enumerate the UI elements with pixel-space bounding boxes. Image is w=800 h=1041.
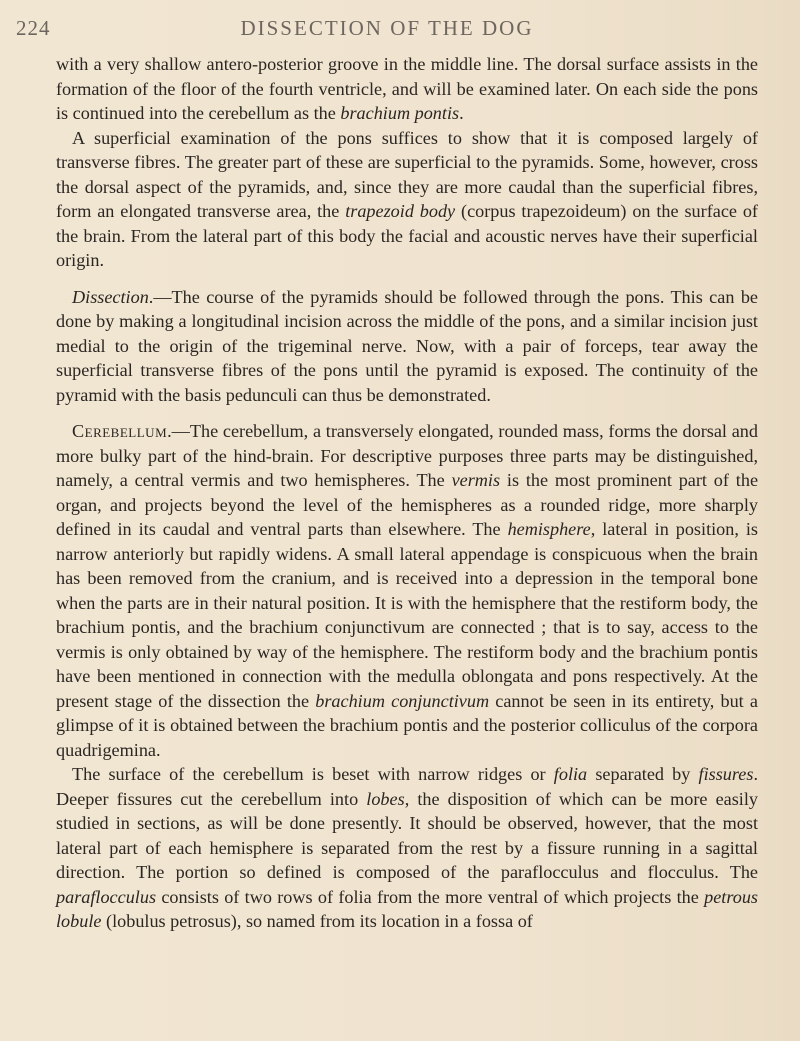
section-heading-cerebellum: Cerebellum xyxy=(72,421,168,441)
term-hemisphere: hemisphere xyxy=(507,519,591,539)
paragraph-pons-groove: with a very shallow antero-posterior groove in the middle line. The dorsal surface assists in the formation of the floor of the fourth ventricle, and will be examined later. On each side the pons is continued into the cerebellum as the brachium pontis. xyxy=(56,54,758,123)
term-brachium-pontis: brachium pontis xyxy=(340,103,460,123)
paragraph-dissection: Dissection.—The course of the pyramids should be followed through the pons. This can be done by making a longitudinal incision across the middle of the pons, and a similar incision just medial to the origin of the trigeminal nerve. Now, with a pair of forceps, tear away the superficial transverse fibres of the pons until the pyramid is exposed. The continuity of the pyramid with the basis pedunculi can thus be demonstrated. xyxy=(56,286,758,405)
term-vermis: vermis xyxy=(451,470,501,490)
term-lobes: lobes xyxy=(366,788,405,809)
paragraph-cerebellum: Cerebellum.—The cerebellum, a transversely elongated, rounded mass, forms the dorsal and more bulky part of the hind-brain. For descriptive purposes three parts may be distinguished, namely, a central vermis and two hemispheres. The vermis is the most prominent part of the organ, and projects beyond the level of the hemispheres as a rounded ridge, more sharply defined in its caudal and ventral parts than elsewhere. The hemisphere, lateral in position, is narrow anteriorly but rapidly widens. A small lateral appendage is conspicuous when the brain has been removed from the cranium, and is received into a depression in the temporal bone when the parts are in their natural position. It is with the hemisphere that the restiform body, the brachium pontis, and the brachium conjunctivum are connected ; that is to say, access to the vermis is only obtained by way of the hemisphere. The restiform body and the brachium pontis have been mentioned in connection with the medulla oblongata and pons respectively. At the present stage of the dissection the brachium conjunctivum cannot be seen in its entirety, but a glimpse of it is obtained between the brachium pontis and the posterior colliculus of the corpora quadrigemina. xyxy=(56,421,759,760)
page-number: 224 xyxy=(16,16,51,40)
paragraph-transverse-fibres: A superficial examination of the pons suffices to show that it is composed largely of transverse fibres. The greater part of these are superficial to the pyramids. Some, however, cross the dorsal aspect of the pyramids, and, since they are more caudal than the superficial fibres, form an elongated transverse area, the trapezoid body (corpus trapezoideum) on the surface of the brain. From the lateral part of this body the facial and acoustic nerves have their superficial origin. xyxy=(56,127,758,270)
term-fissures: fissures xyxy=(698,764,754,784)
term-petrous-lobule: petrous lobule xyxy=(56,886,758,931)
term-dissection: Dissection xyxy=(72,286,149,307)
term-trapezoid-body: trapezoid body xyxy=(345,201,456,221)
page-header xyxy=(16,16,758,52)
paragraph-cerebellum-surface: The surface of the cerebellum is beset with narrow ridges or folia separated by fissures. Deeper fissures cut the cerebellum into lobes, the disposition of which can be more easily studied in sections, as will be done presently. It should be observed, however, that the most lateral part of each hemisphere is separated from the rest by a fissure running in a sagittal direction. The portion so defined is composed of the paraflocculus and flocculus. The paraflocculus consists of two rows of folia from the more ventral of which projects the petrous lobule (lobulus petrosus), so named from its location in a fossa of xyxy=(56,764,758,931)
body-text xyxy=(56,52,758,934)
term-paraflocculus: paraflocculus xyxy=(56,886,157,907)
term-brachium-conjunctivum: brachium conjunctivum xyxy=(315,690,490,711)
term-folia: folia xyxy=(553,764,588,784)
running-head: DISSECTION OF THE DOG xyxy=(240,16,534,40)
